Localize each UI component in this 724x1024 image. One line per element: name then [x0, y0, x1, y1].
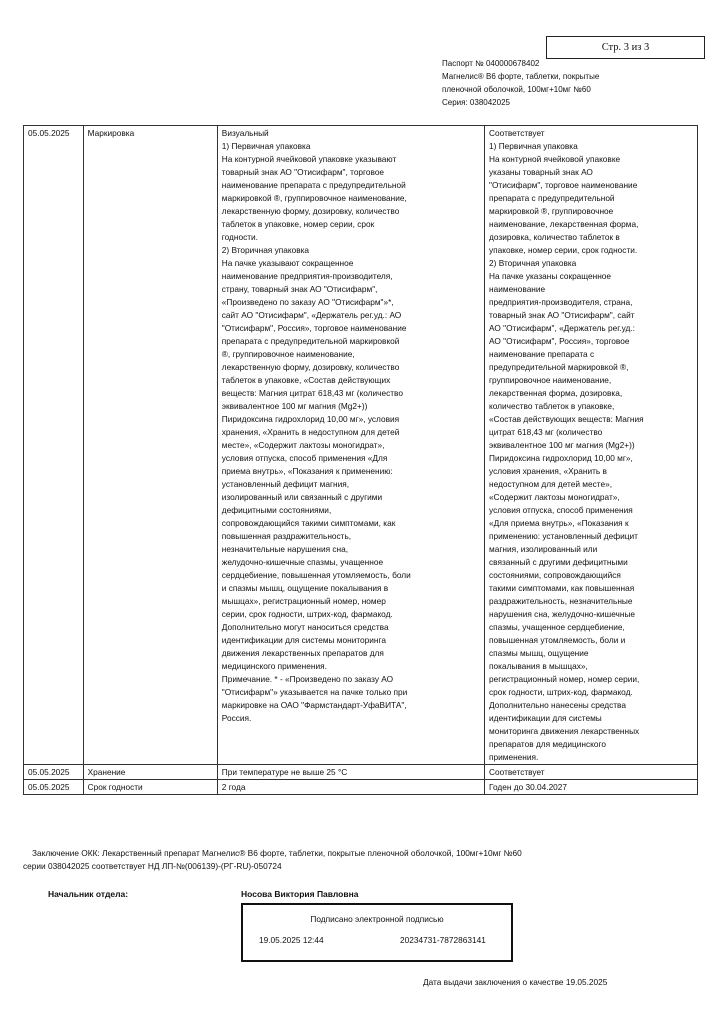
text-line: 2) Вторичная упаковка: [489, 258, 577, 268]
text-line: 1) Первичная упаковка: [221, 141, 311, 151]
result-cell: [485, 126, 698, 765]
text-line: наименование, лекарственная форма,: [489, 219, 639, 229]
text-line: АО "Отисифарм", «Держатель рег.уд.:: [489, 323, 635, 333]
text-line: упаковке, номер серии, срок годности.: [489, 245, 638, 255]
text-line: желудочно-кишечные спазмы, учащенное: [221, 557, 384, 567]
text-line: «Для приема внутрь», «Показания к: [489, 518, 629, 528]
esign-number: 20234731-7872863141: [400, 935, 486, 945]
requirement-cell: [217, 780, 484, 795]
text-line: нарушения сна, желудочно-кишечные: [489, 609, 636, 619]
product-name-line1: Магнелис® В6 форте, таблетки, покрытые: [442, 72, 600, 81]
text-line: маркировкой ®, группировочное наименование,: [221, 193, 407, 203]
text-line: 2) Вторичная упаковка: [221, 245, 310, 255]
text-line: наименование: [489, 284, 546, 294]
text-line: препарата с предупредительной: [489, 193, 615, 203]
date-cell: 05.05.2025: [24, 765, 84, 780]
text-line: цитрат 618,43 мг (количество: [489, 427, 603, 437]
result-cell: [485, 765, 698, 780]
text-line: идентификации для системы: [489, 713, 602, 723]
text-line: условия хранения, «Хранить в: [489, 466, 607, 476]
text-line: приема внутрь», «Показания к применению:: [221, 466, 393, 476]
issue-date: Дата выдачи заключения о качестве 19.05.2025: [423, 977, 608, 987]
text-line: Соответствует: [489, 128, 545, 138]
requirement-cell: [217, 765, 484, 780]
text-line: магния, изолированный или: [489, 544, 598, 554]
text-line: Примечание. * - «Произведено по заказу АО: [221, 674, 394, 684]
requirement-cell: [217, 126, 484, 765]
text-line: маркировке на ОАО "Фармстандарт-УфаВИТА",: [221, 700, 407, 710]
result-cell: [485, 780, 698, 795]
text-line: эквивалентное 100 мг магния (Mg2+)): [221, 401, 368, 411]
text-line: На пачке указывают сокращенное: [221, 258, 354, 268]
text-line: покалывания в мышцах»,: [489, 661, 588, 671]
text-line: лекарственная форма, дозировка,: [489, 388, 623, 398]
text-line: изолированный или связанный с другими: [221, 492, 383, 502]
text-line: дозировка, количество таблеток в: [489, 232, 620, 242]
product-name-line2: пленочной оболочкой, 100мг+10мг №60: [442, 85, 591, 94]
text-line: "Отисифарм"» указывается на пачке только при: [221, 687, 408, 697]
text-line: «Содержит лактозы моногидрат»,: [489, 492, 620, 502]
text-line: ®, группировочное наименование,: [221, 349, 355, 359]
text-line: применения.: [489, 752, 539, 762]
parameter-cell: Срок годности: [83, 780, 217, 795]
conclusion-line2: серии 038042025 соответствует НД ЛП-№(006139)-(РГ-RU)-050724: [23, 861, 282, 871]
text-line: годности.: [221, 232, 258, 242]
text-line: Визуальный: [221, 128, 269, 138]
text-line: повышенная утомляемость, боли и: [489, 635, 626, 645]
text-line: и спазмы мышц, ощущение покалывания в: [221, 583, 389, 593]
text-line: "Отисифарм", торговое наименование: [489, 180, 638, 190]
text-line: АО "Отисифарм", Россия», торговое: [489, 336, 630, 346]
text-line: идентификации для системы мониторинга: [221, 635, 386, 645]
text-line: 2 года: [221, 782, 246, 792]
text-line: веществ: Магния цитрат 618,43 мг (количество: [221, 388, 403, 398]
test-results-table: [23, 125, 698, 795]
text-line: количество таблеток в упаковке,: [489, 401, 615, 411]
text-line: установленный дефицит магния,: [221, 479, 350, 489]
text-line: такими симптомами, как повышенная: [489, 583, 635, 593]
text-line: связанный с другими дефицитными: [489, 557, 628, 567]
table-row: [24, 126, 698, 765]
text-line: «Состав действующих веществ: Магния: [489, 414, 644, 424]
text-line: движения лекарственных препаратов для: [221, 648, 384, 658]
text-line: раздражительность, незначительные: [489, 596, 633, 606]
text-line: таблеток в упаковке, «Состав действующих: [221, 375, 391, 385]
text-line: Дополнительно могут наноситься средства: [221, 622, 389, 632]
text-line: повышенная раздражительность,: [221, 531, 352, 541]
text-line: наименование препарата с предупредительной: [221, 180, 406, 190]
passport-number: Паспорт № 040000678402: [442, 59, 540, 68]
text-line: На пачке указаны сокращенное: [489, 271, 612, 281]
esign-title: Подписано электронной подписью: [310, 914, 444, 924]
batch-series: Серия: 038042025: [442, 98, 510, 107]
text-line: страну, товарный знак АО "Отисифарм",: [221, 284, 378, 294]
esign-datetime: 19.05.2025 12:44: [259, 935, 324, 945]
table-row: [24, 780, 698, 795]
text-line: «Произведено по заказу АО "Отисифарм"»*,: [221, 297, 394, 307]
text-line: предупредительной маркировкой ®,: [489, 362, 629, 372]
text-line: маркировкой ®, группировочное: [489, 206, 614, 216]
text-line: На контурной ячейковой упаковке указывают: [221, 154, 397, 164]
text-line: товарный знак АО "Отисифарм", сайт: [489, 310, 635, 320]
text-line: 1) Первичная упаковка: [489, 141, 578, 151]
text-line: наименование предприятия-производителя,: [221, 271, 393, 281]
text-line: Пиридоксина гидрохлорид 10,00 мг»,: [489, 453, 633, 463]
text-line: Пиридоксина гидрохлорид 10,00 мг», условия: [221, 414, 400, 424]
text-line: регистрационный номер, номер серии,: [489, 674, 640, 684]
text-line: препарата с предупредительной маркировкой: [221, 336, 400, 346]
date-cell: 05.05.2025: [24, 126, 84, 765]
text-line: Соответствует: [489, 767, 545, 777]
head-of-department-name: Носова Виктория Павловна: [241, 889, 359, 899]
head-of-department-label: Начальник отдела:: [48, 889, 129, 899]
text-line: предприятия-производителя, страна,: [489, 297, 633, 307]
text-line: срок годности, штрих-код, фармакод.: [489, 687, 633, 697]
conclusion: [23, 847, 522, 873]
text-line: Россия.: [221, 713, 252, 723]
text-line: сопровождающийся такими симптомами, как: [221, 518, 396, 528]
parameter-cell: Хранение: [83, 765, 217, 780]
text-line: лекарственную форму, дозировку, количество: [221, 206, 400, 216]
text-line: условия отпуска, способ применения «Для: [221, 453, 388, 463]
text-line: применению: установленный дефицит: [489, 531, 638, 541]
text-line: спазмы мышц, ощущение: [489, 648, 589, 658]
text-line: группировочное наименование,: [489, 375, 612, 385]
text-line: Годен до 30.04.2027: [489, 782, 568, 792]
text-line: состояниями, сопровождающийся: [489, 570, 621, 580]
text-line: товарный знак АО "Отисифарм", торговое: [221, 167, 385, 177]
text-line: незначительные нарушения сна,: [221, 544, 349, 554]
conclusion-line1: Заключение ОКК: Лекарственный препарат Магнелис® В6 форте, таблетки, покрытые пленочной оболочкой, 100мг+10мг №60: [32, 848, 522, 858]
text-line: недоступном для детей месте»,: [489, 479, 613, 489]
electronic-signature-stamp: [241, 903, 513, 962]
text-line: дефицитными состояниями,: [221, 505, 332, 515]
text-line: месте», «Содержит лактозы моногидрат»,: [221, 440, 385, 450]
text-line: указаны товарный знак АО: [489, 167, 593, 177]
text-line: На контурной ячейковой упаковке: [489, 154, 621, 164]
text-line: хранения, «Хранить в недоступном для детей: [221, 427, 400, 437]
text-line: условия отпуска, способ применения: [489, 505, 633, 515]
text-line: "Отисифарм", Россия», торговое наименование: [221, 323, 407, 333]
text-line: таблеток в упаковке, номер серии, срок: [221, 219, 375, 229]
date-cell: 05.05.2025: [24, 780, 84, 795]
text-line: Дополнительно нанесены средства: [489, 700, 626, 710]
text-line: сердцебиение, повышенная утомляемость, боли: [221, 570, 411, 580]
text-line: сайт АО "Отисифарм", «Держатель рег.уд.: АО: [221, 310, 402, 320]
text-line: эквивалентное 100 мг магния (Mg2+)): [489, 440, 635, 450]
text-line: наименование препарата с: [489, 349, 595, 359]
text-line: серии, срок годности, штрих-код, фармакод.: [221, 609, 393, 619]
text-line: лекарственную форму, дозировку, количество: [221, 362, 400, 372]
text-line: препаратов для медицинского: [489, 739, 606, 749]
parameter-cell: Маркировка: [83, 126, 217, 765]
table-row: [24, 765, 698, 780]
text-line: медицинского применения.: [221, 661, 327, 671]
text-line: При температуре не выше 25 °С: [221, 767, 348, 777]
text-line: мониторинга движения лекарственных: [489, 726, 640, 736]
page-indicator: Стр. 3 из 3: [546, 36, 705, 59]
text-line: спазмы, учащенное сердцебиение,: [489, 622, 625, 632]
text-line: мышцах», регистрационный номер, номер: [221, 596, 386, 606]
